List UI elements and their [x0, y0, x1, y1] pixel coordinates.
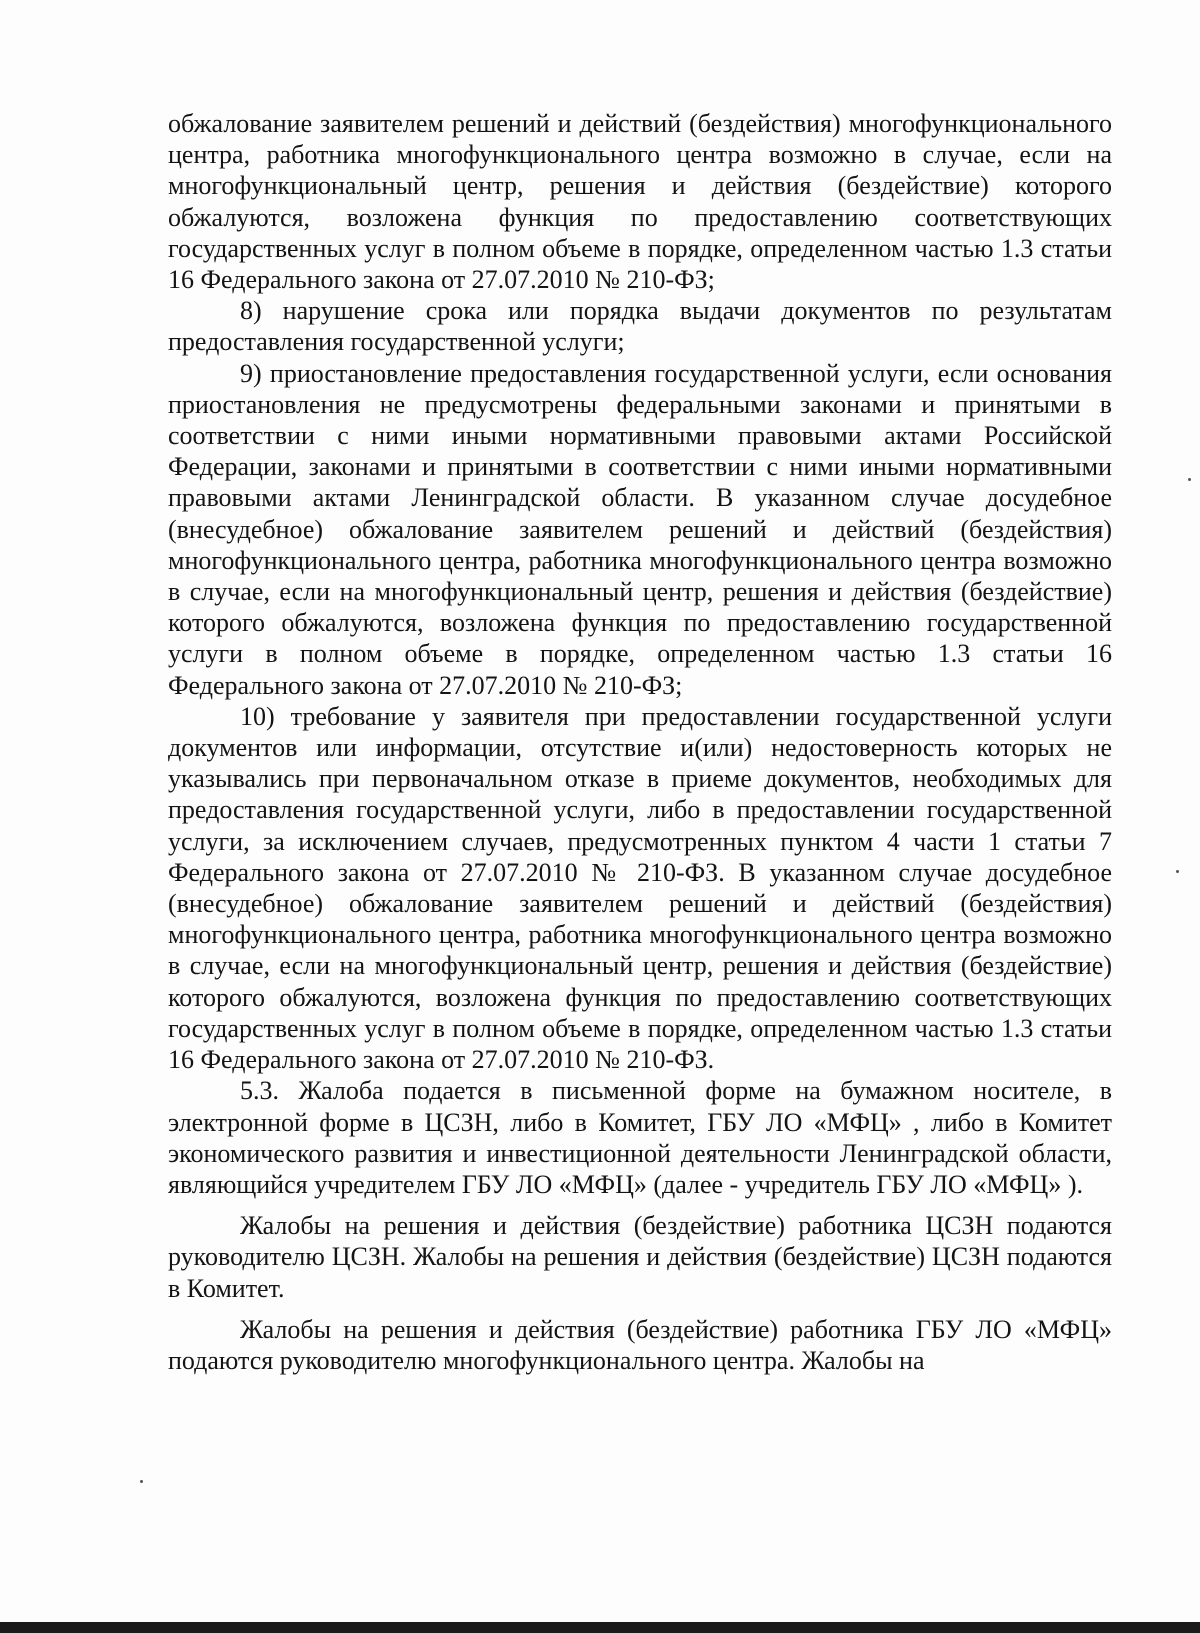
paragraph-item-8: 8) нарушение срока или порядка выдачи документов по результатам предоставления государственной услуги;: [168, 296, 1112, 357]
scan-speck: [1176, 870, 1179, 873]
paragraph-item-9: 9) приостановление предоставления государственной услуги, если основания приостановления не предусмотрены федеральными законами и принятыми в соответствии с ними иными нормативными правовыми актами Российской Федерации, законами и принятыми в соответствии с ними иными нормативными правовыми актами Ленинградской области. В указанном случае досудебное (внесудебное) обжалование заявителем решений и действий (бездействия) многофункционального центра, работника многофункционального центра возможно в случае, если на многофункциональный центр, решения и действия (бездействие) которого обжалуются, возложена функция по предоставлению государственной услуги в полном объеме в порядке, определенном частью 1.3 статьи 16 Федерального закона от 27.07.2010 № 210-ФЗ;: [168, 358, 1112, 700]
paragraph-continuation: обжалование заявителем решений и действий (бездействия) многофункционального центра, работника многофункционального центра возможно в случае, если на многофункциональный центр, решения и действия (бездействие) которого обжалуются, возложена функция по предоставлению соответствующих государственных услуг в полном объеме в порядке, определенном частью 1.3 статьи 16 Федерального закона от 27.07.2010 № 210-ФЗ;: [168, 109, 1112, 295]
scan-speck: [140, 1480, 143, 1483]
scan-bottom-edge: [0, 1622, 1200, 1633]
paragraph-5-3: 5.3. Жалоба подается в письменной форме на бумажном носителе, в электронной форме в ЦСЗН, либо в Комитет, ГБУ ЛО «МФЦ» , либо в Комитет экономического развития и инвестиционной деятельности Ленинградской области, являющийся учредителем ГБУ ЛО «МФЦ» (далее - учредитель ГБУ ЛО «МФЦ» ).: [168, 1076, 1112, 1199]
paragraph-item-10: 10) требование у заявителя при предоставлении государственной услуги документов или информации, отсутствие и(или) недостоверность которых не указывались при первоначальном отказе в приеме документов, необходимых для предоставления государственной услуги, либо в предоставлении государственной услуги, за исключением случаев, предусмотренных пунктом 4 части 1 статьи 7 Федерального закона от 27.07.2010 № 210-ФЗ. В указанном случае досудебное (внесудебное) обжалование заявителем решений и действий (бездействия) многофункционального центра, работника многофункционального центра возможно в случае, если на многофункциональный центр, решения и действия (бездействие) которого обжалуются, возложена функция по предоставлению соответствующих государственных услуг в полном объеме в порядке, определенном частью 1.3 статьи 16 Федерального закона от 27.07.2010 № 210-ФЗ.: [168, 701, 1112, 1075]
document-body: [168, 108, 1112, 1376]
paragraph-complaints-cszn: Жалобы на решения и действия (бездействие) работника ЦСЗН подаются руководителю ЦСЗН. Жалобы на решения и действия (бездействие) ЦСЗН подаются в Комитет.: [168, 1211, 1112, 1303]
paragraph-complaints-mfc: Жалобы на решения и действия (бездействие) работника ГБУ ЛО «МФЦ» подаются руководителю многофункционального центра. Жалобы на: [168, 1314, 1112, 1375]
scan-speck: [1188, 478, 1191, 481]
